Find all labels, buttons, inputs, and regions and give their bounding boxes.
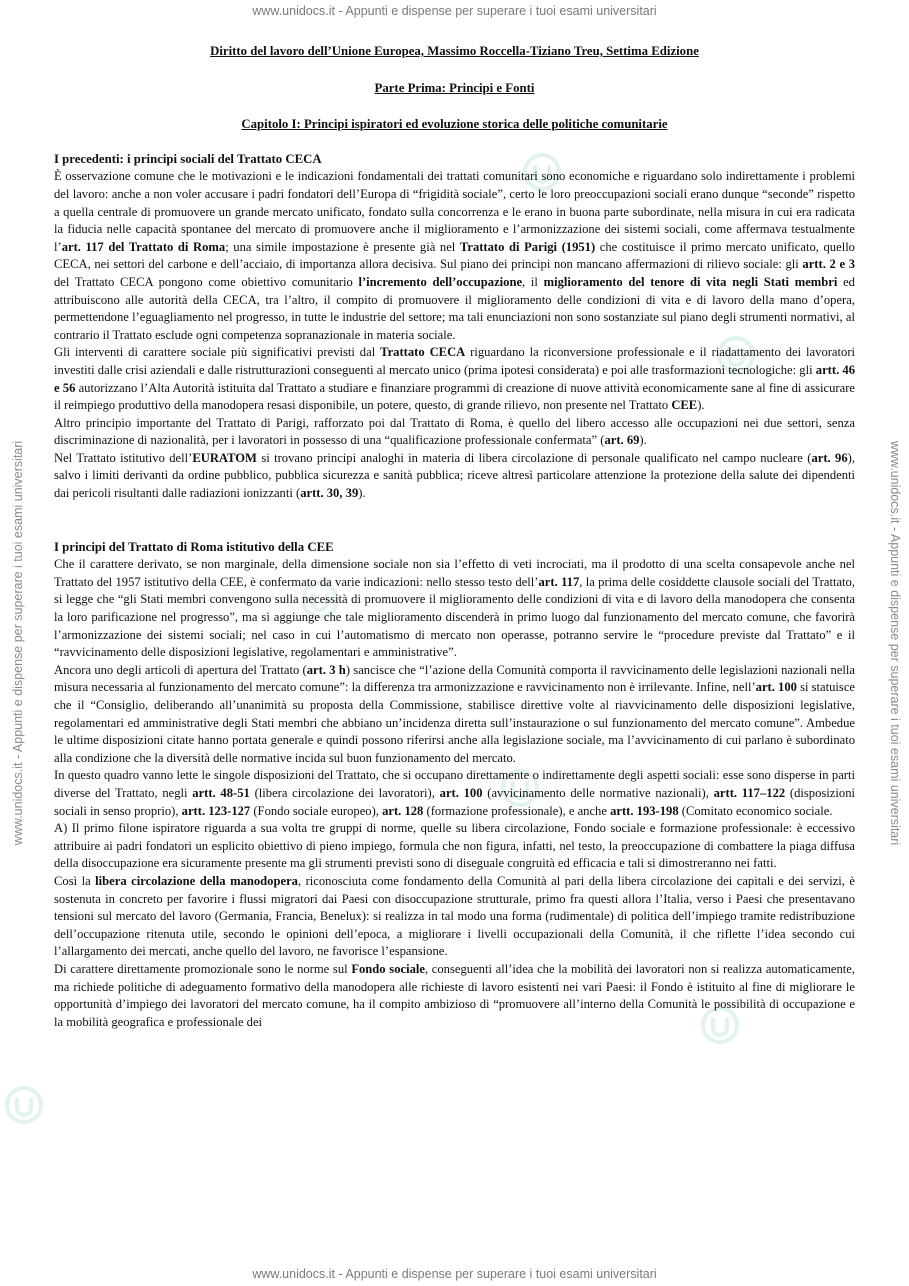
text-run: Di carattere direttamente promozionale sono le norme sul [54, 961, 352, 976]
bold-run: art. 117 del Trattato di Roma [61, 239, 226, 254]
text-run: , la prima delle cosiddette clausole sociali del Trattato, si legge che “gli Stati membri convengono sulla necessità di promuovere il miglioramento delle condizioni di vita e di lavoro della manodopera che consenta la loro parificazione nel progresso”, ma si aggiunge che tale miglioramento discenderà in primo luogo dal funzionamento del mercato comune, che favorirà l’armonizzazione dei sistemi sociali; nel caso in cui l’automatismo di mercato non operasse, potranno servire le “procedure previste dal Trattato” e il “ravvicinamento delle disposizioni legislative, regolamentari e amministrative”. [54, 574, 855, 660]
paragraph [54, 961, 855, 1031]
watermark-left: www.unidocs.it - Appunti e dispense per superare i tuoi esami universitari [11, 440, 25, 846]
text-run: (libera circolazione dei lavoratori), [249, 785, 440, 800]
text-run: (Comitato economico sociale. [678, 803, 833, 818]
document-body [54, 40, 855, 1031]
bold-run: miglioramento del tenore di vita negli Stati membri [543, 274, 838, 289]
bold-run: Trattato di Parigi (1951) [459, 239, 596, 254]
bold-run: art. 117 [538, 574, 580, 589]
text-run: In questo quadro vanno lette le singole disposizioni del Trattato, che si occupano direttamente o indirettamente degli aspetti sociali: esse sono disperse in parti diverse del Trattato, negli [54, 768, 855, 800]
bold-run: Trattato CECA [380, 345, 466, 360]
bold-run: Fondo sociale [351, 961, 425, 976]
text-run: (formazione professionale), e anche [423, 803, 611, 818]
text-run: , il [522, 274, 544, 289]
text-run: Così la [54, 873, 96, 888]
text-run: Gli interventi di carattere sociale più significativi previsti dal [54, 345, 381, 360]
text-run: (avvicinamento delle normative nazionali), [482, 785, 714, 800]
text-run: che costituisce il primo mercato unificato, quello CECA, nei settori del carbone e dell’acciaio, di importanza allora decisiva. Sul piano dei principi non mancano affermazioni di rilievo sociale: gli [54, 239, 855, 272]
paragraph [54, 450, 855, 503]
text-run: ). [639, 433, 647, 448]
text-run: si statuisce che il “Consiglio, deliberando all’unanimità su proposta della Commissione, stabilisce direttive volte al riavvicinamento delle disposizioni legislative, regolamentari ed amministrative degli Stati membri che abbiano un’incidenza diretta sull’instaurazione o sul funzionamento del mercato comune”. Ambedue le ultime disposizioni citate hanno portata generale e quindi possono riferirsi anche alla legislazione sociale, ma l’avvicinamento di cui parlano è subordinato alla condizione che la diversità delle normative incida sul buon funzionamento del mercato. [54, 680, 855, 765]
paragraph [54, 415, 855, 450]
text-run: del Trattato CECA pongono come obiettivo comunitario [54, 274, 359, 289]
text-run: Nel Trattato istitutivo dell’ [54, 450, 193, 465]
part-title: Parte Prima: Principi e Fonti [374, 80, 535, 95]
bold-run: art. 100 [439, 785, 483, 800]
text-run: Che il carattere derivato, se non marginale, della dimensione sociale non sia l’effetto di veti incrociati, ma il prodotto di una scelta consapevole anche nel Trattato del 1957 istitutivo della CEE, è confermato da varie indicazioni: nello stesso testo dell’ [54, 557, 855, 589]
paragraph [54, 820, 855, 873]
paragraph [54, 168, 855, 344]
section-heading: I principi del Trattato di Roma istitutivo della CEE [54, 539, 334, 554]
text-run: riguardano la riconversione professionale e il riadattamento dei lavoratori investiti dalle crisi aziendali e dalle ristrutturazioni conseguenti al mercato unico (prima ipotesi considerata) e poi alle trasformazioni tecnologiche: gli [54, 345, 856, 377]
bold-run: artt. 117–122 [713, 785, 786, 800]
text-run: ; una simile impostazione è presente già nel [225, 239, 460, 254]
watermark-bottom: www.unidocs.it - Appunti e dispense per superare i tuoi esami universitari [252, 1267, 657, 1281]
paragraph [54, 662, 855, 768]
paragraph [54, 767, 855, 820]
document-title: Diritto del lavoro dell’Unione Europea, Massimo Roccella-Tiziano Treu, Settima Edizione [210, 44, 699, 58]
text-run: (disposizioni sociali in senso proprio), [54, 785, 855, 818]
bold-run: artt. 46 e 56 [54, 362, 856, 395]
bold-run: artt. 30, 39 [300, 486, 359, 501]
bold-run: art. 128 [382, 803, 424, 818]
text-run: si trovano principi analoghi in materia di libera circolazione di personale qualificato nel campo nucleare ( [256, 450, 812, 465]
bold-run: art. 96 [811, 450, 848, 465]
text-run: A) Il primo filone ispiratore riguarda a sua volta tre gruppi di norme, quelle su libera circolazione, Fondo sociale e formazione professionale: è eccessivo attribuire ai padri fondatori un esplicito obiettivo di pieno impiego, formula che non figura, infatti, nel testo, la preoccupazione di combattere la piaga diffusa della disoccupazione era sicuramente presente ma gli strumenti previsti sono di diseguale congruità ed efficacia e tali si dimostreranno nei fatti. [54, 821, 855, 871]
text-run: Ancora uno degli articoli di apertura del Trattato ( [54, 662, 307, 677]
bold-run: artt. 2 e 3 [802, 257, 855, 272]
bold-run: artt. 193-198 [610, 803, 679, 818]
chapter-title: Capitolo I: Principi ispiratori ed evoluzione storica delle politiche comunitarie [241, 117, 668, 132]
text-run: ed attribuiscono alle autorità della CECA, tra l’altro, il compito di promuovere il miglioramento delle condizioni di vita e di lavoro della mano d’opera, permettendone l’eguagliamento nel progresso, in tutte le industrie del settore; ma tali enunciazioni non sono sostanziate sul piano degli strumenti normativi, al contrario il Trattato esclude ogni competenza sopranazionale in materia sociale. [54, 274, 855, 342]
bold-run: art. 100 [755, 680, 797, 695]
text-run: , conseguenti all’idea che la mobilità dei lavoratori non si realizza automaticamente, ma richiede politiche di adeguamento formativo della manodopera alle richieste di lavoro esistenti nei vari Paesi: il Fondo è istituito al fine di migliorare le opportunità d’impiego dei lavoratori del mercato comune, ha il compito ambizioso di “promuovere all’interno della Comunità le possibilità di occupazione e la mobilità geografica e professionale dei [54, 961, 855, 1029]
watermark-top: www.unidocs.it - Appunti e dispense per superare i tuoi esami universitari [252, 4, 657, 18]
bold-run: artt. 123-127 [181, 803, 251, 818]
text-run: autorizzano l’Alta Autorità istituita dal Trattato a studiare e finanziare programmi di creazione di nuove attività economicamente sane al fine di assicurare il reimpiego produttivo della manodopera resasi disponibile, un potere, questo, di grande rilievo, non presente nel Trattato [54, 380, 855, 413]
text-run: ). [358, 486, 366, 501]
paragraph [54, 556, 855, 662]
text-run: ) sancisce che “l’azione della Comunità comporta il ravvicinamento delle legislazioni nazionali nella misura necessaria al funzionamento del mercato comune”: la differenza tra armonizzazione e ravvicinamento non è irrilevante. Infine, nell’ [54, 662, 855, 695]
text-run: ). [697, 398, 705, 413]
watermark-logo-icon [4, 1085, 44, 1125]
bold-run: CEE [671, 398, 698, 413]
bold-run: l’incremento dell’occupazione [358, 274, 523, 289]
bold-run: art. 69 [604, 433, 640, 448]
bold-run: libera circolazione della manodopera [95, 873, 298, 888]
text-run: È osservazione comune che le motivazioni e le indicazioni fondamentali dei trattati comunitari sono economiche e riguardano solo indirettamente i problemi del lavoro: anche a non voler accusare i padri fondatori dell’Europa di “frigidità sociale”, certo le loro preoccupazioni sociali erano dunque “seconde” rispetto a quella centrale di promuovere un grande mercato unificato, fondato sulla concorrenza e le erano in buona parte subordinate, nella misura in cui era radicata la fiducia nelle capacità spontanee del mercato di promuovere anche il miglioramento e l’armonizzazione dei sistemi sociali, come affermava testualmente l’ [54, 169, 855, 254]
bold-run: EURATOM [192, 450, 257, 465]
bold-run: artt. 48-51 [192, 785, 250, 800]
section-heading: I precedenti: i principi sociali del Trattato CECA [54, 151, 322, 166]
text-run: (Fondo sociale europeo), [250, 803, 383, 818]
text-run: , riconosciuta come fondamento della Comunità al pari della libera circolazione dei capitali e dei servizi, è sostenuta in concreto per favorire i flussi migratori dai Paesi con disoccupazione strutturale, primo fra questi allora l’Italia, verso i Paesi che presentavano tensioni sul mercato del lavoro (Germania, Francia, Benelux): si realizza in tal modo una forma (rudimentale) di politica dell’impiego tramite redistribuzione dell’occupazione ritenuta utile, secondo le opinioni dell’epoca, a migliorare i livelli occupazionali della Comunità, il che riflette l’idea secondo cui l’allargamento dei mercati, anche quello del lavoro, ne favorisce l’espansione. [54, 873, 856, 959]
text-run: Altro principio importante del Trattato di Parigi, rafforzato poi dal Trattato di Roma, è quello del libero accesso alle occupazioni nei due settori, senza discriminazione di nazionalità, per i lavoratori in possesso di una “qualificazione professionale confermata” ( [54, 415, 855, 448]
bold-run: art. 3 h [306, 662, 346, 677]
paragraph [54, 344, 855, 414]
paragraph [54, 873, 855, 961]
text-run: ), salvo i limiti derivanti da ordine pubblico, pubblica sicurezza e sanità pubblica; riceve altresì particolare attenzione la protezione della salute dei dipendenti dai pericoli risultanti dalle radiazioni ionizzanti ( [54, 450, 855, 501]
watermark-right: www.unidocs.it - Appunti e dispense per superare i tuoi esami universitari [888, 440, 902, 846]
